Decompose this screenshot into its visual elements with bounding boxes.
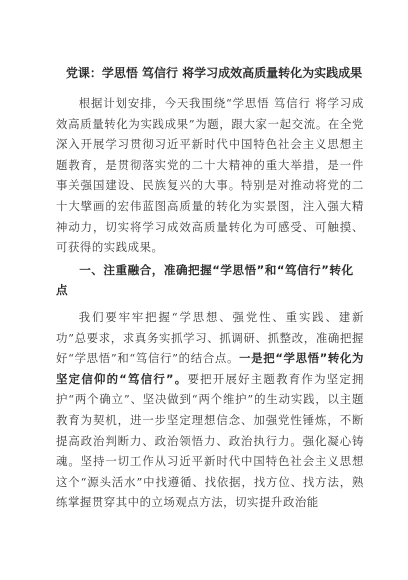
section1-paragraph bbox=[56, 307, 364, 513]
section-heading-1: 一、注重融合，准确把握“学思悟”和“笃信行”转化点 bbox=[56, 262, 354, 298]
document-title: 党课：学思悟 笃信行 将学习成效高质量转化为实践成果 bbox=[65, 66, 363, 80]
intro-paragraph: 根据计划安排，今天我围绕“学思悟 笃信行 将学习成效高质量转化为实践成果”为题，跟大家一起交流。在全党深入开展学习贯彻习近平新时代中国特色社会主义思想主题教育，是贯彻落实党的二十大精神的重大举措，是一件事关强国建设、民族复兴的大事。特别是对推动将党的二十大擘画的宏伟蓝图高质量的转化为实景图，注入强大精神动力，切实将学习成效高质量转化为可感受、可触摸、可获得的实践成果。 bbox=[56, 96, 364, 255]
section1-emphasis: 一是把“学思悟”转化为坚定信仰的“笃信行”。 bbox=[56, 351, 364, 386]
section1-text-rest: 要把开展好主题教育作为坚定拥护“两个确立”、坚决做到“两个维护”的生动实践，以主题教育为契机，进一步坚定理想信念、加强党性锤炼，不断提高政治判断力、政治领悟力、政治执行力。强化凝心铸魂。坚持一切工作从习近平新时代中国特色社会主义思想这个“源头活水”中找遵循、找依据，找方位、找方法，熟练掌握贯穿其中的立场观点方法，切实提升政治能 bbox=[56, 371, 364, 510]
section1-text-start: 我们要牢牢把握“学思想、强党性、重实践、建新功”总要求，求真务实抓学习、抓调研、抓整改，准确把握好“学思悟”和“笃信行”的结合点。 bbox=[56, 309, 364, 366]
